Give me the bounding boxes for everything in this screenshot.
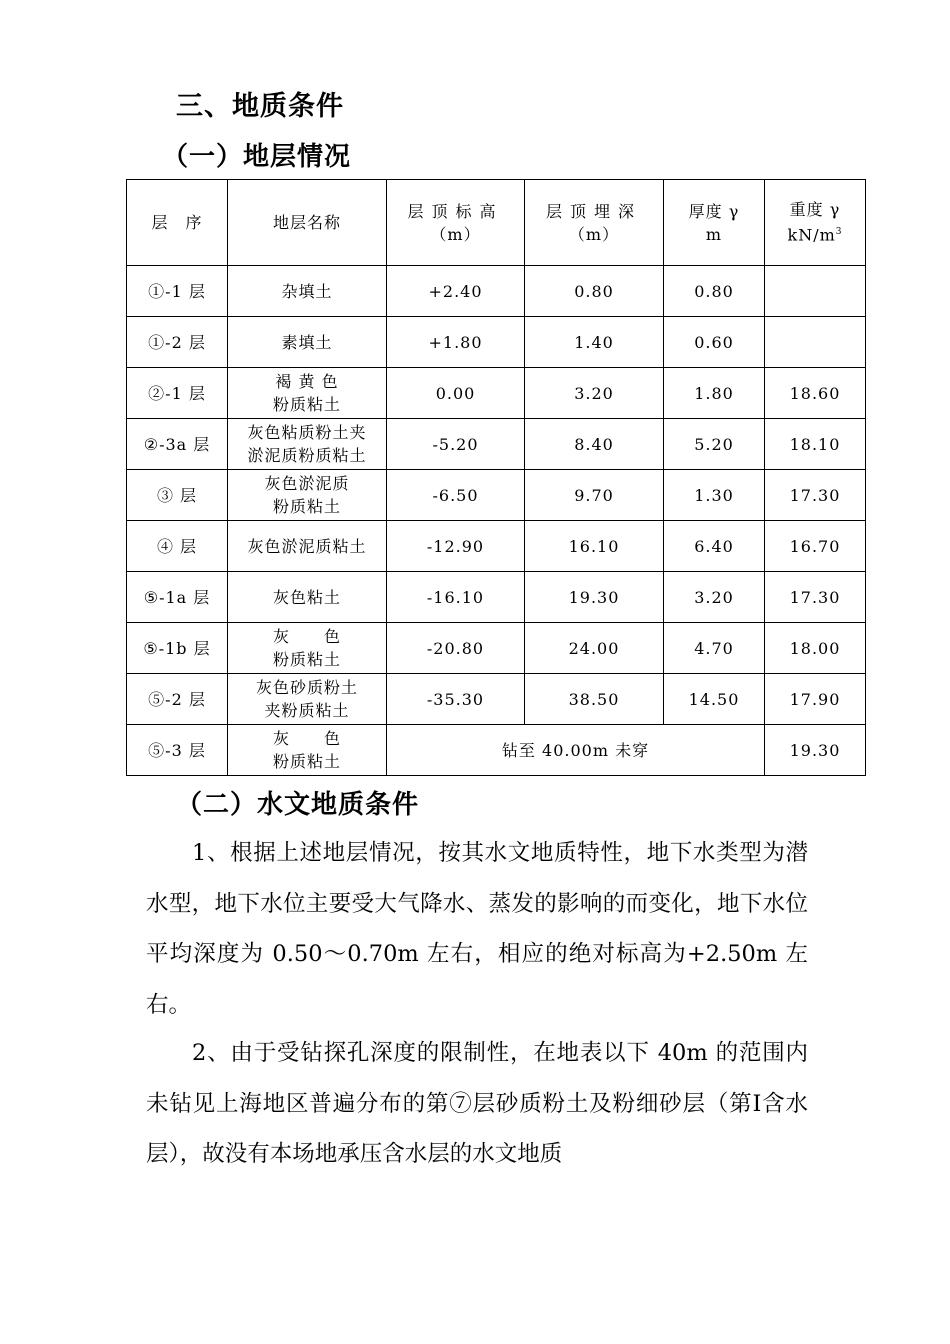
cell-name: 杂填土 (228, 266, 387, 317)
strata-table (126, 179, 866, 776)
cell-seq: ⑤-3 层 (127, 725, 228, 776)
cell-seq: ②-1 层 (127, 368, 228, 419)
table-row (127, 470, 866, 521)
header-unit-weight: 重度 γ $kN/m^3$ (765, 180, 866, 266)
table-row (127, 725, 866, 776)
cell-name: 灰色砂质粉土 夹粉质粘土 (228, 674, 387, 725)
cell-thickness: 5.20 (664, 419, 765, 470)
header-top-elevation: 层顶标高 （m） (387, 180, 525, 266)
cell-thickness: 14.50 (664, 674, 765, 725)
cell-thickness: 1.80 (664, 368, 765, 419)
cell-depth: 38.50 (525, 674, 664, 725)
table-row (127, 266, 866, 317)
cell-elevation: -35.30 (387, 674, 525, 725)
cell-elevation: -6.50 (387, 470, 525, 521)
table-row (127, 419, 866, 470)
header-seq: 层 序 (127, 180, 228, 266)
cell-elevation: 0.00 (387, 368, 525, 419)
cell-depth: 19.30 (525, 572, 664, 623)
section-heading: 三、地质条件 (176, 91, 344, 122)
cell-elevation: -20.80 (387, 623, 525, 674)
cell-elevation: -12.90 (387, 521, 525, 572)
cell-depth: 3.20 (525, 368, 664, 419)
header-thickness: 厚度 γ m (664, 180, 765, 266)
cell-weight: 18.00 (765, 623, 866, 674)
cell-name: 灰 色 粉质粘土 (228, 623, 387, 674)
table-header-row (127, 180, 866, 266)
cell-thickness: 6.40 (664, 521, 765, 572)
cell-seq: ③ 层 (127, 470, 228, 521)
cell-seq: ⑤-1b 层 (127, 623, 228, 674)
table-row (127, 674, 866, 725)
cell-thickness: 0.60 (664, 317, 765, 368)
header-top-depth: 层顶埋深 （m） (525, 180, 664, 266)
cell-depth: 16.10 (525, 521, 664, 572)
cell-weight: 17.30 (765, 470, 866, 521)
cell-depth: 1.40 (525, 317, 664, 368)
cell-elevation: +1.80 (387, 317, 525, 368)
cell-thickness: 3.20 (664, 572, 765, 623)
cell-name: 灰色粘质粉土夹 淤泥质粉质粘土 (228, 419, 387, 470)
cell-weight: 19.30 (765, 725, 866, 776)
cell-elevation: -16.10 (387, 572, 525, 623)
cell-drill-note: 钻至 40.00m 未穿 (387, 725, 765, 776)
cell-thickness: 0.80 (664, 266, 765, 317)
paragraph-1 (146, 828, 808, 1030)
paragraph-2-text: 2、由于受钻探孔深度的限制性，在地表以下 40m 的范围内未钻见上海地区普遍分布的第⑦层砂质粉土及粉细砂层（第Ⅰ含水层），故没有本场地承压含水层的水文地质 (146, 1040, 808, 1167)
cell-name: 灰 色 粉质粘土 (228, 725, 387, 776)
cell-depth: 0.80 (525, 266, 664, 317)
cell-weight: 17.90 (765, 674, 866, 725)
cell-depth: 8.40 (525, 419, 664, 470)
cell-thickness: 4.70 (664, 623, 765, 674)
table-row (127, 521, 866, 572)
cell-elevation: -5.20 (387, 419, 525, 470)
cell-seq: ④ 层 (127, 521, 228, 572)
cell-name: 灰色粘土 (228, 572, 387, 623)
header-name: 地层名称 (228, 180, 387, 266)
cell-thickness: 1.30 (664, 470, 765, 521)
cell-seq: ①-1 层 (127, 266, 228, 317)
table-row (127, 317, 866, 368)
cell-seq: ②-3a 层 (127, 419, 228, 470)
subsection-heading-hydro: （二）水文地质条件 (176, 790, 420, 820)
cell-weight: 18.60 (765, 368, 866, 419)
paragraph-2 (146, 1028, 808, 1180)
table-row (127, 368, 866, 419)
cell-name: 灰色淤泥质粘土 (228, 521, 387, 572)
cell-elevation: +2.40 (387, 266, 525, 317)
cell-seq: ⑤-1a 层 (127, 572, 228, 623)
cell-name: 褐 黄 色 粉质粘土 (228, 368, 387, 419)
table-row (127, 572, 866, 623)
cell-seq: ⑤-2 层 (127, 674, 228, 725)
cell-weight: 16.70 (765, 521, 866, 572)
paragraph-1-text: 1、根据上述地层情况，按其水文地质特性，地下水类型为潜水型，地下水位主要受大气降水、蒸发的影响的而变化，地下水位平均深度为 0.50～0.70m 左右，相应的绝对标高为+2.50m 左右。 (146, 840, 808, 1018)
subsection-heading-strata: （一）地层情况 (162, 142, 352, 172)
cell-weight (765, 266, 866, 317)
cell-name: 素填土 (228, 317, 387, 368)
table-row (127, 623, 866, 674)
cell-weight (765, 317, 866, 368)
cell-name: 灰色淤泥质 粉质粘土 (228, 470, 387, 521)
cell-depth: 24.00 (525, 623, 664, 674)
cell-seq: ①-2 层 (127, 317, 228, 368)
cell-weight: 17.30 (765, 572, 866, 623)
cell-depth: 9.70 (525, 470, 664, 521)
cell-weight: 18.10 (765, 419, 866, 470)
